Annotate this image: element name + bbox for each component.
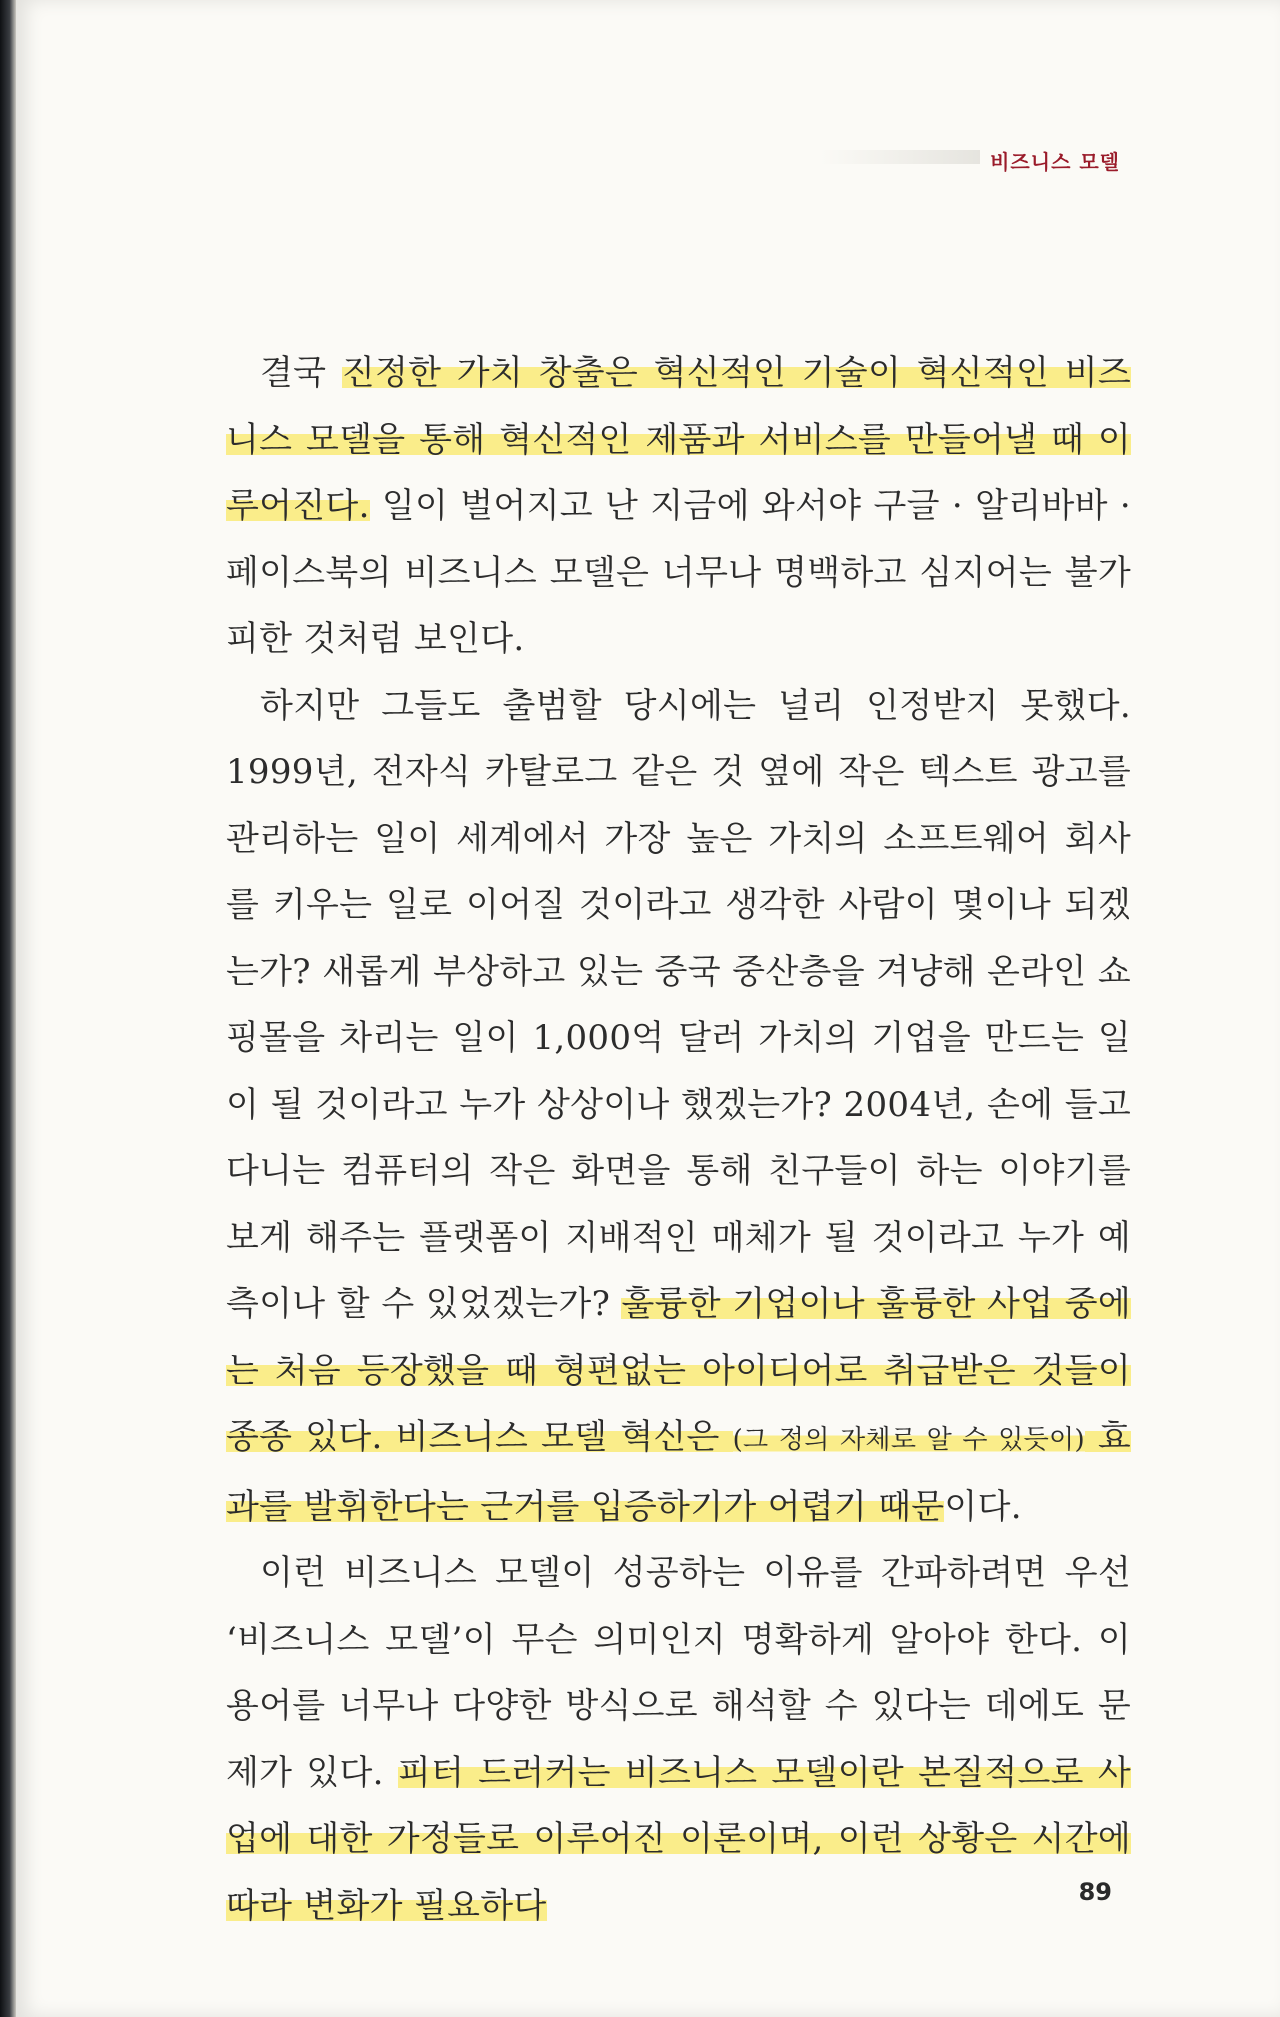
highlighted-text: 피터 드러커는 비즈니스 모델이란 본질적으로 사업에 대한 가정들로 이루어진 이론이며, 이런 상황은 시간에 따라 변화가 필요하다 [226,1752,1131,1926]
highlighted-text: 진정한 가치 창출은 혁신적인 기술이 혁신적인 비즈니스 모델을 통해 혁신적인 제품과 서비스를 만들어낼 때 이루어진다. [226,353,1132,526]
paragraph-3 [226,1540,1131,1939]
text-run: 하지만 그들도 출범할 당시에는 널리 인정받지 못했다. 1999년, 전자식 카탈로그 같은 것 옆에 작은 텍스트 광고를 관리하는 일이 세계에서 가장 높은 가치의 소프트웨어 회사를 키우는 일로 이어질 것이라고 생각한 사람이 몇이나 되겠는가? 새롭게 부상하고 있는 중국 중산층을 겨냥해 온라인 쇼핑몰을 차리는 일이 1,000억 달러 가치의 기업을 만드는 일이 될 것이라고 누가 상상이나 했겠는가? 2004년, 손에 들고 다니는 컴퓨터의 작은 화면을 통해 친구들이 하는 이야기를 보게 해주는 플랫폼이 지배적인 매체가 될 것이라고 누가 예측이나 할 수 있었겠는가? [226,685,1131,1324]
highlighted-aside: (그 정의 자체로 알 수 있듯이) [732,1425,1085,1455]
text-run: 일이 벌어지고 난 지금에 와서야 구글 · 알리바바 · 페이스북의 비즈니스 모델은 너무나 명백하고 심지어는 불가피한 것처럼 보인다. [226,486,1131,659]
paragraph-2 [226,673,1131,1541]
page-number: 89 [1078,1878,1112,1906]
text-run: 이런 비즈니스 모델이 성공하는 이유를 간파하려면 우선 ‘비즈니스 모델’이 무슨 의미인지 명확하게 알아야 한다. 이 용어를 너무나 다양한 방식으로 해석할 수 있다는 데에도 문제가 있다. [226,1553,1131,1793]
text-run: 이다. [944,1486,1022,1527]
header-faint-text [820,150,980,164]
book-spine-shadow [0,0,16,2017]
running-header: 비즈니스 모델 [990,150,1120,174]
paragraph-1 [226,340,1131,673]
highlighted-text: 훌륭한 기업이나 훌륭한 사업 중에는 처음 등장했을 때 형편없는 아이디어로 취급받은 것들이 종종 있다. 비즈니스 모델 혁신은 [226,1284,1131,1457]
text-run: 결국 [260,353,342,393]
book-page [16,0,1280,2017]
highlighted-text: 효과를 발휘한다는 근거를 입증하기가 어렵기 때문 [226,1417,1131,1527]
body-text [226,340,1131,1939]
